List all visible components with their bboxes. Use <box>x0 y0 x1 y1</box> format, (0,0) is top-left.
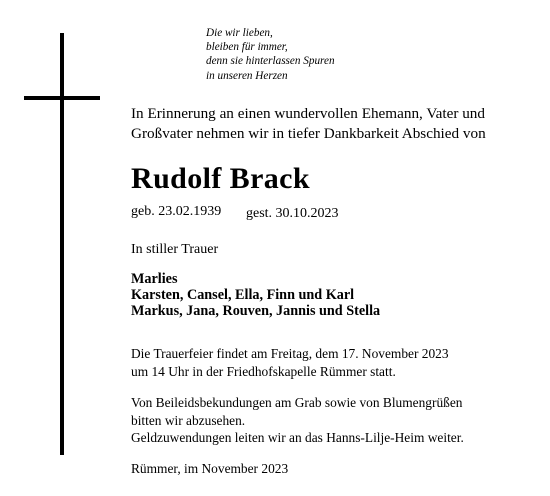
death-date: gest. 30.10.2023 <box>246 206 339 221</box>
cross-icon-crossbar <box>24 96 100 100</box>
place-date: Rümmer, im November 2023 <box>131 461 289 476</box>
condolence-line: bitten wir abzusehen. <box>131 412 246 428</box>
intro-line: Großvater nehmen wir in tiefer Dankbarkeit Abschied von <box>131 124 486 142</box>
condolence-line: Von Beileidsbekundungen am Grab sowie von Blumengrüßen <box>131 395 463 410</box>
poem-line: bleiben für immer, <box>206 41 288 54</box>
mourning-text: In stiller Trauer <box>131 242 219 257</box>
poem-line: denn sie hinterlassen Spuren <box>206 55 335 68</box>
condolence-line: Geldzuwendungen leiten wir an das Hanns-Lilje-Heim weiter. <box>131 430 464 445</box>
birth-date: geb. 23.02.1939 <box>131 204 222 219</box>
poem-line: Die wir lieben, <box>206 27 273 39</box>
ceremony-line: um 14 Uhr in der Friedhofskapelle Rümmer statt. <box>131 363 396 379</box>
deceased-name: Rudolf Brack <box>131 162 310 195</box>
intro-line: In Erinnerung an einen wundervollen Ehemann, Vater und <box>131 105 485 122</box>
condolence-info <box>131 394 464 447</box>
family-line: Marlies <box>131 271 178 287</box>
memorial-poem <box>206 26 335 83</box>
ceremony-line: Die Trauerfeier findet am Freitag, dem 17. November 2023 <box>131 346 449 361</box>
poem-line: in unseren Herzen <box>206 69 288 82</box>
family-list <box>131 272 380 319</box>
ceremony-info <box>131 345 449 380</box>
family-line: Karsten, Cansel, Ella, Finn und Karl <box>131 286 355 303</box>
intro-text <box>131 104 486 143</box>
family-line: Markus, Jana, Rouven, Jannis und Stella <box>131 302 381 319</box>
